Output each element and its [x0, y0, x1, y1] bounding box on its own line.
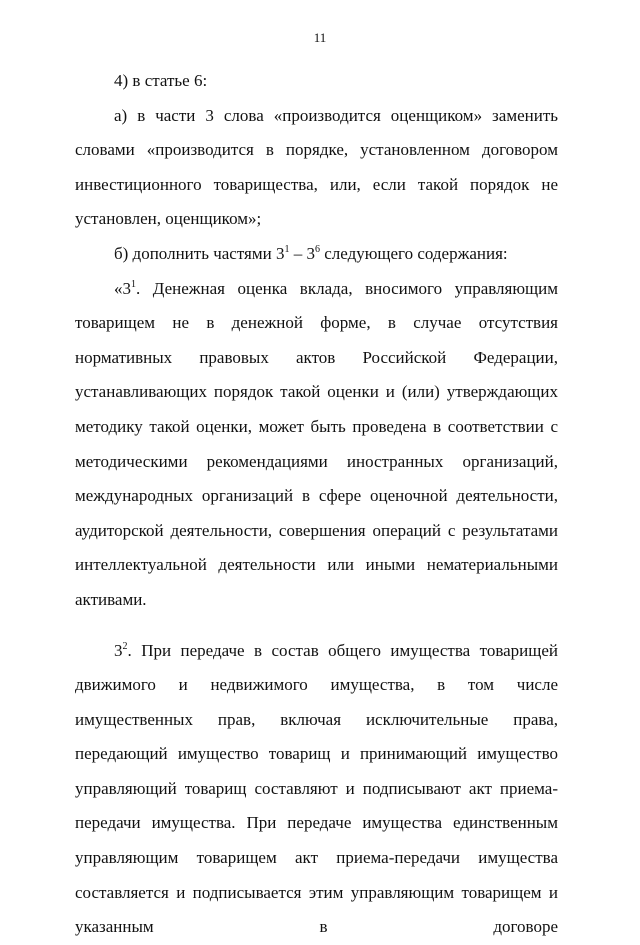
part-3-1-text: . Денежная оценка вклада, вносимого управляющим товарищем не в денежной форме, в случае отсутствия нормативных правовых актов Российской Федерации, устанавливающих порядок такой оценки и (или) утверждающих методику такой оценки, может быть проведена в соответствии с методическими рекомендациями иностранных организаций, международных организаций в сфере оценочной деятельности, аудиторской деятельности, совершения операций с результатами интеллектуальной деятельности или иными нематериальными активами.	[75, 278, 558, 609]
item-b-text-middle: – 3	[289, 243, 315, 263]
paragraph-gap	[75, 618, 558, 634]
item-b-text-after: следующего содержания:	[319, 243, 508, 263]
paragraph-part-3-2	[75, 634, 558, 945]
document-body	[75, 64, 558, 945]
paragraph-item-a: а) в части 3 слова «производится оценщиком» заменить словами «производится в порядке, установленном договором инвестиционного товарищества, или, если такой порядок не установлен, оценщиком»;	[75, 105, 558, 229]
paragraph-part-3-1	[75, 272, 558, 618]
page-number: 11	[313, 30, 327, 45]
item-b-superscript-end: 6	[314, 243, 320, 255]
item-b-superscript-start: 1	[284, 243, 290, 255]
item-b-text-before: б) дополнить частями 3	[114, 243, 285, 263]
part-3-1-number: «3	[114, 278, 131, 298]
part-3-2-text: . При передаче в состав общего имущества товарищей движимого и недвижимого имущества, в том числе имущественных прав, включая исключительные права, передающий имущество товарищ и принимающий имущество управляющий товарищ составляют и подписывают акт приема-передачи имущества. При передаче имущества единственным управляющим товарищем акт приема-передачи имущества составляется и подписывается этим управляющим товарищем и указанным в договоре	[75, 640, 558, 937]
paragraph-article-6: 4) в статье 6:	[114, 71, 208, 90]
part-3-2-number: 3	[114, 640, 123, 660]
part-3-1-superscript: 1	[131, 278, 136, 290]
paragraph-item-b	[75, 237, 558, 272]
part-3-2-superscript: 2	[122, 640, 128, 652]
